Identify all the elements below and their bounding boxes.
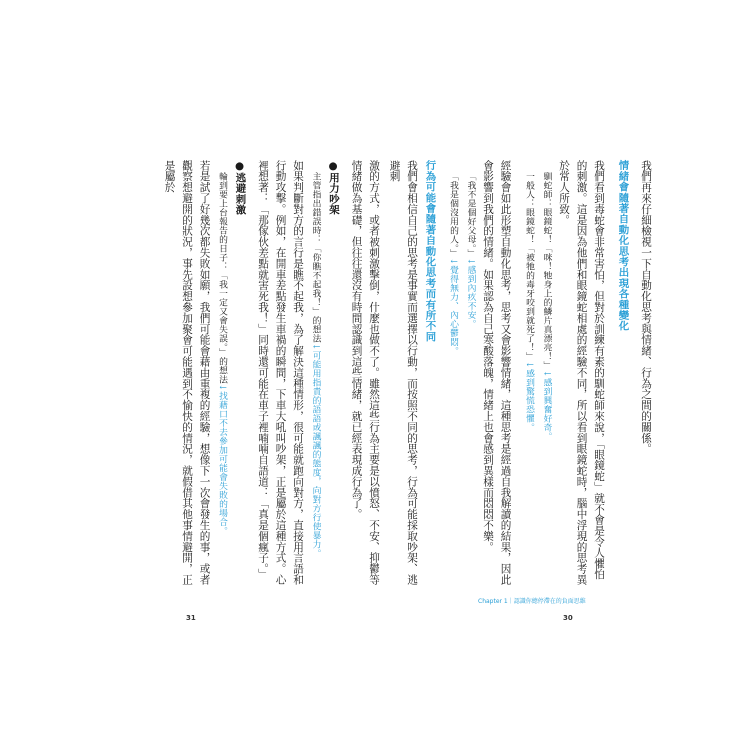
quote-result: ↓感到內疚不安。 [465, 257, 476, 329]
body-paragraph: 激的方式，或者被刺激擊倒，什麼也做不了。雖然這些行為主要是以憤怒、不安、抑鬱等情緒做為基礎，但往往還沒有時間認識到這些情緒，就已經表現成行為了。 [350, 160, 380, 586]
body-paragraph: 若是試了好幾次都失敗如願，我們可能會藉由重複的經驗，想像下一次會發生的事，或者觀察想避開的狀況，事先設想參加聚會可能遇到不愉快的情況，就假借其他事情避開，正是屬於 [163, 160, 211, 586]
quote-text: 「我不是個好父母。」 [465, 172, 476, 258]
body-paragraph: 我們看到毒蛇會非常害怕，但對於訓練有素的馴蛇師來說，「眼鏡蛇」就不會是令人懼怕的刺激。這是因為他們和眼鏡蛇相處的經驗不同，所以看到眼鏡蛇時，腦中浮現的思考異於常人所致。 [558, 160, 605, 586]
quote-result: ↓感到興奮好奇。 [541, 370, 552, 441]
example-quote [306, 160, 324, 590]
subheading-argue: ●用力吵架 [327, 160, 339, 216]
right-page-text [388, 160, 654, 590]
intro-paragraph: 我們再來仔細檢視一下自動化思考與情緒、行為之間的關係。 [640, 160, 652, 455]
section-heading-emotion: 情緒會隨著自動化思考出現各種變化 [616, 160, 629, 332]
quote-result: ↓感到驚慌恐懼。 [524, 361, 534, 432]
body-paragraph: 如果判斷對方的言行是瞧不起我，為了解決這種情形，很可能就跑向對方，直接用言語和行動攻擊。例如，在開車差點發生車禍的瞬間，下車大吼叫吵架，正是屬於這種方式。心裡想著：「那傢伙差點就害死我！」同時還可能在車子裡喃喃自語道：「真是個瘋子。」 [257, 160, 304, 586]
example-quote [213, 160, 231, 590]
example-quote [461, 160, 479, 590]
page-number-left: 31 [186, 614, 196, 622]
subheading-avoid: ●逃避刺激 [233, 160, 246, 216]
quote-result: ↓可能用指責的語語或諷諷的態度，向對方行使暴力。 [310, 343, 321, 558]
right-page [388, 160, 654, 590]
quote-result: ↓覺得無力、內心鬱悶。 [448, 257, 458, 356]
example-quote [444, 160, 462, 590]
quote-result: ↓找藉口不去參加可能會失敗的場合。 [217, 383, 227, 536]
body-paragraph: 我們會相信自己的思考是事實而選擇以行動，而按照不同的思考，行為可能採取吵架、逃避刺 [388, 160, 418, 586]
left-page-text [112, 160, 382, 590]
quote-text: 一般人：眼鏡蛇！「被牠的毒牙咬到就死了！」 [524, 172, 534, 361]
example-quote [537, 160, 555, 590]
quote-text: 輪到要上台報告的日子：「我一定又會失誤。」的想法 [217, 172, 227, 384]
running-header: Chapter 1｜認識你總停滯在的負面思維 [478, 598, 586, 605]
example-quote [520, 160, 538, 590]
quote-text: 馴蛇師：眼鏡蛇！「咪！牠身上的鱗片真漂亮！」 [541, 172, 552, 370]
body-paragraph: 經驗會如此形塑自動化思考，思考又會影響情緒，這種思考是經過自我解讀的結果，因此會影響到我們的情緒。如果認為自己寒酸落魄，情緒上也會感到異樣而悶悶不樂。 [482, 160, 512, 586]
page-number-right: 30 [563, 614, 573, 622]
quote-text: 主管指出錯誤時：「你瞧不起我！」的想法 [310, 172, 321, 343]
section-heading-behavior: 行為可能會隨著自動化思考而有所不同 [423, 160, 436, 342]
left-page [112, 160, 382, 590]
quote-text: 「我是個沒用的人。」 [448, 172, 458, 258]
